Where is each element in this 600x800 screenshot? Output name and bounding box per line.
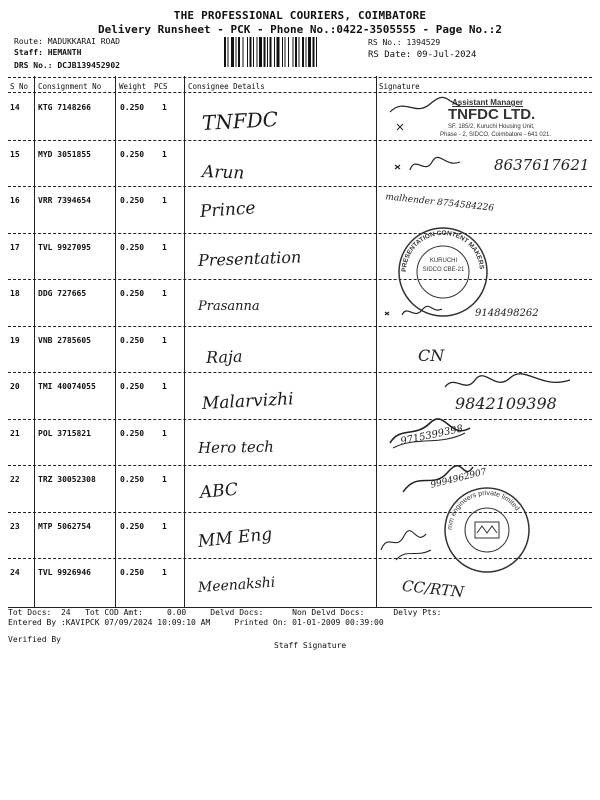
footer-totals: Tot Docs: 24 Tot COD Amt: 0.00 Delvd Docs: Non Delvd Docs: Delvy Pts: (8, 608, 442, 617)
row-sno: 24 (10, 568, 20, 577)
row-divider (8, 186, 592, 187)
signature-row-15 (390, 150, 470, 180)
row-sno: 15 (10, 149, 20, 159)
stamp-company: TNFDC LTD. (448, 106, 536, 123)
row-weight: 0.250 (120, 242, 145, 252)
row-consignment-no: POL 3715821 (38, 428, 91, 438)
col-header-sno: S No (10, 82, 29, 91)
row-consignee-handwriting: Meenakshi (197, 574, 276, 596)
barcode-image (224, 37, 362, 67)
row-consignee-handwriting: Presentation (197, 246, 302, 270)
drs-number: DRS No.: DCJB139452902 (14, 61, 120, 70)
svg-text:mm engineers private limited (447, 490, 521, 530)
seal-ring-text-2: mm engineers private limited (446, 489, 521, 531)
row-sno: 23 (10, 521, 20, 531)
row-divider (8, 140, 592, 141)
stamp-title: Assistant Manager (452, 98, 524, 107)
row-sno: 21 (10, 428, 20, 438)
signature-phone-21: 9715399398 (399, 423, 465, 448)
company-title: THE PROFESSIONAL COURIERS, COIMBATORE (173, 9, 427, 22)
row-consignee-handwriting: ABC (199, 479, 239, 503)
row-sno: 17 (10, 242, 20, 252)
row-consignment-no: KTG 7148266 (38, 103, 91, 112)
route-label: Route: MADUKKARAI ROAD (14, 37, 120, 46)
row-consignee-handwriting: Arun (201, 161, 245, 183)
row-weight: 0.250 (120, 382, 145, 391)
signature-phone-15: 8637617621 (494, 156, 590, 174)
row-weight: 0.250 (120, 103, 145, 112)
col-header-signature: Signature (379, 82, 420, 91)
seal-ring-text: PRESENTATION CONTENT MAKERS (400, 229, 485, 273)
rs-date: RS Date: 09-Jul-2024 (368, 50, 477, 60)
signature-phone-22: 9994962907 (429, 467, 488, 491)
row-divider (8, 465, 592, 466)
row-weight: 0.250 (120, 335, 145, 345)
signature-phone-18: 9148498262 (475, 308, 539, 319)
row-weight: 0.250 (120, 149, 145, 159)
row-consignment-no: TVL 9927095 (38, 242, 91, 252)
row-consignment-no: TMI 40074055 (38, 382, 96, 391)
row-sno: 16 (10, 196, 20, 205)
staff-signature-label: Staff Signature (274, 641, 347, 650)
row-consignee-handwriting: Hero tech (197, 437, 275, 457)
row-pcs: 1 (162, 568, 167, 577)
row-pcs: 1 (162, 521, 167, 531)
signature-phone-20: 9842109398 (455, 394, 557, 413)
row-pcs: 1 (162, 475, 167, 484)
row-consignment-no: TVL 9926946 (38, 568, 91, 577)
signature-row-14 (385, 92, 465, 137)
row-consignment-no: TRZ 30052308 (38, 475, 96, 484)
row-divider (8, 326, 592, 327)
row-consignee-handwriting: TNFDC (201, 107, 279, 135)
row-sno: 18 (10, 289, 20, 298)
row-consignment-no: DDG 727665 (38, 289, 87, 298)
row-consignee-handwriting: MM Eng (196, 523, 274, 552)
row-consignee-handwriting: Prasanna (198, 299, 260, 314)
col-header-weight: Weight (119, 82, 147, 91)
row-weight: 0.250 (120, 475, 145, 484)
rs-number: RS No.: 1394529 (368, 38, 441, 47)
column-divider (115, 76, 116, 607)
column-divider (184, 76, 185, 607)
row-divider (8, 419, 592, 420)
row-consignee-handwriting: Raja (205, 346, 243, 367)
verified-by-label: Verified By (8, 635, 61, 644)
footer-entered-by: Entered By :KAVIPCK 07/09/2024 10:09:10 AM Printed On: 01-01-2009 00:39:00 (8, 618, 384, 627)
row-divider (8, 233, 592, 234)
row-pcs: 1 (162, 428, 167, 438)
row-pcs: 1 (162, 289, 167, 298)
signature-row-23 (376, 520, 446, 565)
row-pcs: 1 (162, 242, 167, 252)
table-header-rule (8, 92, 592, 93)
row-weight: 0.250 (120, 568, 145, 577)
signature-row-18 (382, 300, 462, 325)
signature-text-24: CC/RTN (401, 576, 465, 602)
stamp-address-2: Phase - 2, SIDCO, Coimbatore - 641 021. (440, 132, 552, 138)
row-sno: 20 (10, 382, 20, 391)
row-pcs: 1 (162, 335, 167, 345)
row-weight: 0.250 (120, 289, 145, 298)
row-pcs: 1 (162, 103, 167, 112)
signature-text-16: malhender 8754584226 (384, 192, 495, 214)
row-sno: 22 (10, 475, 20, 484)
row-weight: 0.250 (120, 196, 145, 205)
signature-text-19: CN (418, 346, 445, 365)
row-consignment-no: MYD 3051855 (38, 149, 91, 159)
row-sno: 14 (10, 103, 20, 112)
row-consignment-no: VRR 7394654 (38, 196, 91, 205)
row-consignment-no: MTP 5062754 (38, 521, 91, 531)
row-pcs: 1 (162, 149, 167, 159)
row-consignee-handwriting: Prince (199, 198, 257, 222)
engineers-seal-stamp (442, 485, 532, 575)
row-sno: 19 (10, 335, 20, 345)
col-header-consignee: Consignee Details (188, 82, 265, 91)
row-consignee-handwriting: Malarvizhi (201, 389, 295, 414)
runsheet-subtitle: Delivery Runsheet - PCK - Phone No.:0422-3505555 - Page No.:2 (98, 23, 502, 36)
table-top-rule (8, 77, 592, 78)
column-divider (34, 76, 35, 607)
seal-inner-text: KURUCHI SIDCO CBE-21 (422, 258, 465, 273)
col-header-pcs: PCS (154, 82, 168, 91)
row-pcs: 1 (162, 196, 167, 205)
col-header-consignment: Consignment No (38, 82, 102, 91)
row-weight: 0.250 (120, 428, 145, 438)
row-pcs: 1 (162, 382, 167, 391)
row-divider (8, 279, 592, 280)
row-consignment-no: VNB 2785605 (38, 335, 91, 345)
row-weight: 0.250 (120, 521, 145, 531)
staff-label: Staff: HEMANTH (14, 48, 82, 57)
stamp-address-1: SF. 185/2, Kuruchi Housing Unit, (448, 124, 535, 130)
